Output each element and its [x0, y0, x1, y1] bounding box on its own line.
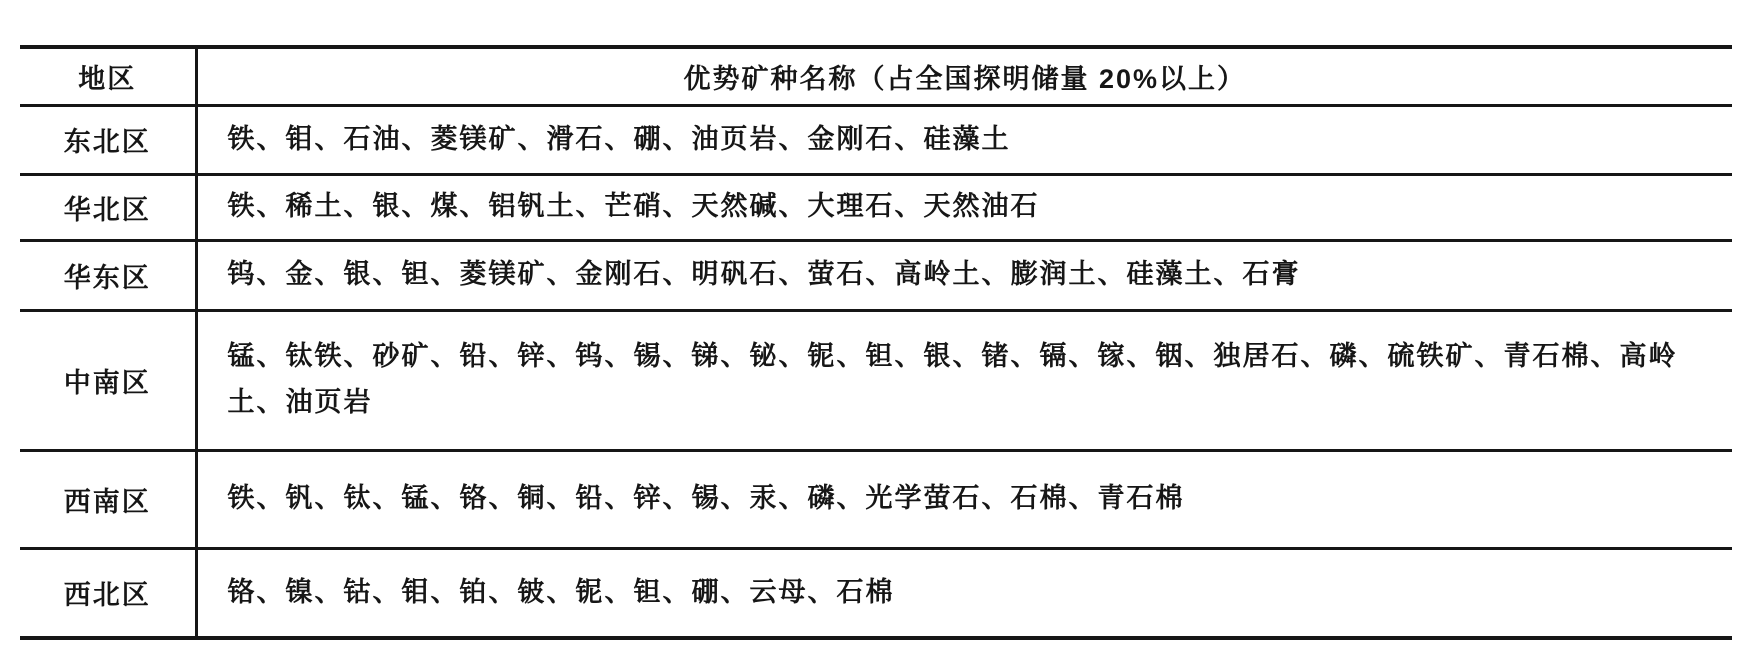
table-row	[20, 450, 1732, 548]
minerals-cell: 锰、钛铁、砂矿、铅、锌、钨、锡、锑、铋、铌、钽、银、锗、镉、镓、铟、独居石、磷、硫铁矿、青石棉、高岭土、油页岩	[227, 341, 1678, 417]
header-row	[20, 47, 1732, 105]
dominant-minerals-table	[20, 45, 1732, 640]
region-cell: 华东区	[20, 240, 196, 310]
region-cell: 东北区	[20, 105, 196, 174]
region-cell: 华北区	[20, 174, 196, 240]
region-cell: 西南区	[20, 450, 196, 548]
minerals-cell: 铁、稀土、银、煤、铝钒土、芒硝、天然碱、大理石、天然油石	[227, 191, 1040, 222]
table-row	[20, 105, 1732, 174]
region-cell: 西北区	[20, 548, 196, 638]
table-row	[20, 240, 1732, 310]
region-cell: 中南区	[20, 310, 196, 450]
table-row	[20, 548, 1732, 638]
minerals-cell: 铁、钒、钛、锰、铬、铜、铅、锌、锡、汞、磷、光学萤石、石棉、青石棉	[227, 483, 1185, 514]
column-header-region: 地区	[20, 47, 196, 105]
minerals-cell: 铬、镍、钴、钼、铂、铍、铌、钽、硼、云母、石棉	[227, 576, 895, 607]
column-header-minerals: 优势矿种名称（占全国探明储量 20%以上）	[683, 63, 1247, 94]
table-row	[20, 310, 1732, 450]
minerals-cell: 钨、金、银、钽、菱镁矿、金刚石、明矾石、萤石、高岭土、膨润土、硅藻土、石膏	[227, 259, 1301, 290]
table-row	[20, 174, 1732, 240]
minerals-cell: 铁、钼、石油、菱镁矿、滑石、硼、油页岩、金刚石、硅藻土	[227, 123, 1011, 154]
